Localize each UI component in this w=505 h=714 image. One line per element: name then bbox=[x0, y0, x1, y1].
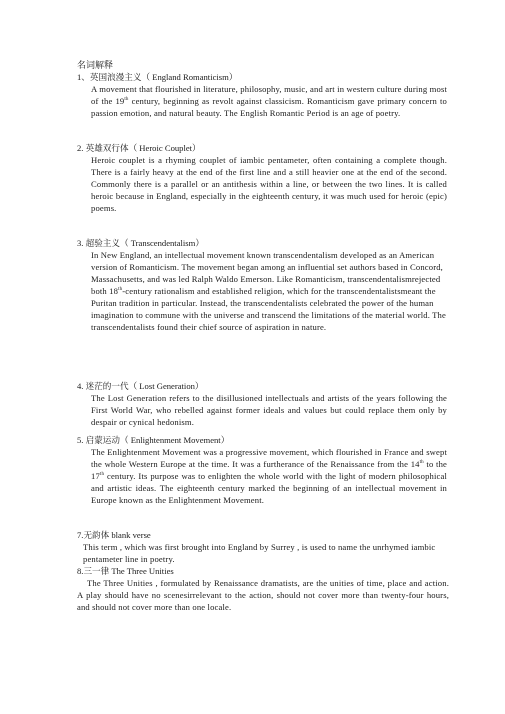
section-body: Heroic couplet is a rhyming couplet of iambic pentameter, often containing a complete though. There is a fairly heavy at the end of the first line and a still heavier one at the end of the second. Commonly there is a parallel or an antithesis within a line, or between the two lines. It is called heroic because in England, especially in the eighteenth century, it was much used for heroic (epic) poems. bbox=[91, 155, 447, 213]
section-body bbox=[77, 446, 447, 506]
section-heading: 2. 英雄双行体（ Heroic Couplet） bbox=[77, 143, 201, 153]
section-england-romanticism bbox=[77, 71, 447, 119]
section-lost-generation bbox=[77, 380, 447, 428]
section-enlightenment-movement bbox=[77, 434, 447, 506]
section-body: The Three Unities , formulated by Renaissance dramatists, are the unities of time, place and action. A play should have no scenesirrelevant to the action, should not cover more than twenty-four hours, and should not cover more than one locale. bbox=[77, 578, 449, 612]
body-text: to the 17 bbox=[91, 459, 447, 481]
section-transcendentalism bbox=[77, 237, 447, 333]
section-blank-verse bbox=[77, 529, 447, 565]
section-heading: 7.无韵体 blank verse bbox=[77, 530, 151, 540]
section-body bbox=[77, 249, 447, 333]
section-heading: 5. 启蒙运动（ Enlightenment Movement） bbox=[77, 435, 230, 445]
section-body: This term , which was first brought into England by Surrey , is used to name the unrhymed iambic pentameter line in poetry. bbox=[83, 542, 436, 564]
body-text: A movement that flourished in literature, philosophy, music, and art in western culture during most of the 19 bbox=[91, 84, 447, 106]
section-body bbox=[77, 83, 447, 119]
section-heading: 3. 超验主义（ Transcendentalism） bbox=[77, 238, 204, 248]
superscript: th bbox=[124, 97, 129, 103]
section-body: The Lost Generation refers to the disillusioned intellectuals and artists of the years following the First World War, who rebelled against former ideals and values but could replace them only by despair or cynical hedonism. bbox=[91, 393, 447, 427]
body-text: century. Its purpose was to enlighten the whole world with the light of modern philosophical and artistic ideas. The eighteenth century marked the beginning of an intellectual movement in Europe known as the Enlightenment Movement. bbox=[91, 471, 447, 505]
body-text: In New England, an intellectual movement known transcendentalism developed as an American version of Romanticism. The movement began among an influential set authors based in Concord, Massachusetts, and was led Ralph Waldo Emerson. Like Romanticism, transcendentalismrejected both 18 bbox=[91, 250, 443, 296]
section-heading: 4. 迷茫的一代（ Lost Generation） bbox=[77, 381, 204, 391]
superscript: th bbox=[99, 472, 105, 478]
section-heading: 8.三一律 The Three Unities bbox=[77, 566, 174, 576]
page-title: 名词解释 bbox=[77, 60, 114, 70]
body-text: -century rationalism and established religion, which for the transcendentalistsmeant the Puritan tradition in particular. Instead, the transcendentalists celebrated the power of the human imagination to commune with the universe and transcend the limitations of the material world. The transcendentalists found their chief source of aspiration in nature. bbox=[91, 286, 446, 332]
body-text: The Enlightenment Movement was a progressive movement, which flourished in France and swept the whole Western Europe at the time. It was a furtherance of the Renaissance from the 14 bbox=[91, 447, 447, 469]
section-heading: 1、英国浪漫主义（ England Romanticism） bbox=[77, 72, 238, 82]
section-heroic-couplet bbox=[77, 142, 447, 214]
body-text: century, beginning as revolt against classicism. Romanticism gave primary concern to passion emotion, and natural beauty. The English Romantic Period is an age of poetry. bbox=[91, 96, 447, 118]
section-three-unities bbox=[77, 565, 449, 613]
superscript: th bbox=[118, 287, 123, 293]
superscript: th bbox=[419, 460, 424, 466]
